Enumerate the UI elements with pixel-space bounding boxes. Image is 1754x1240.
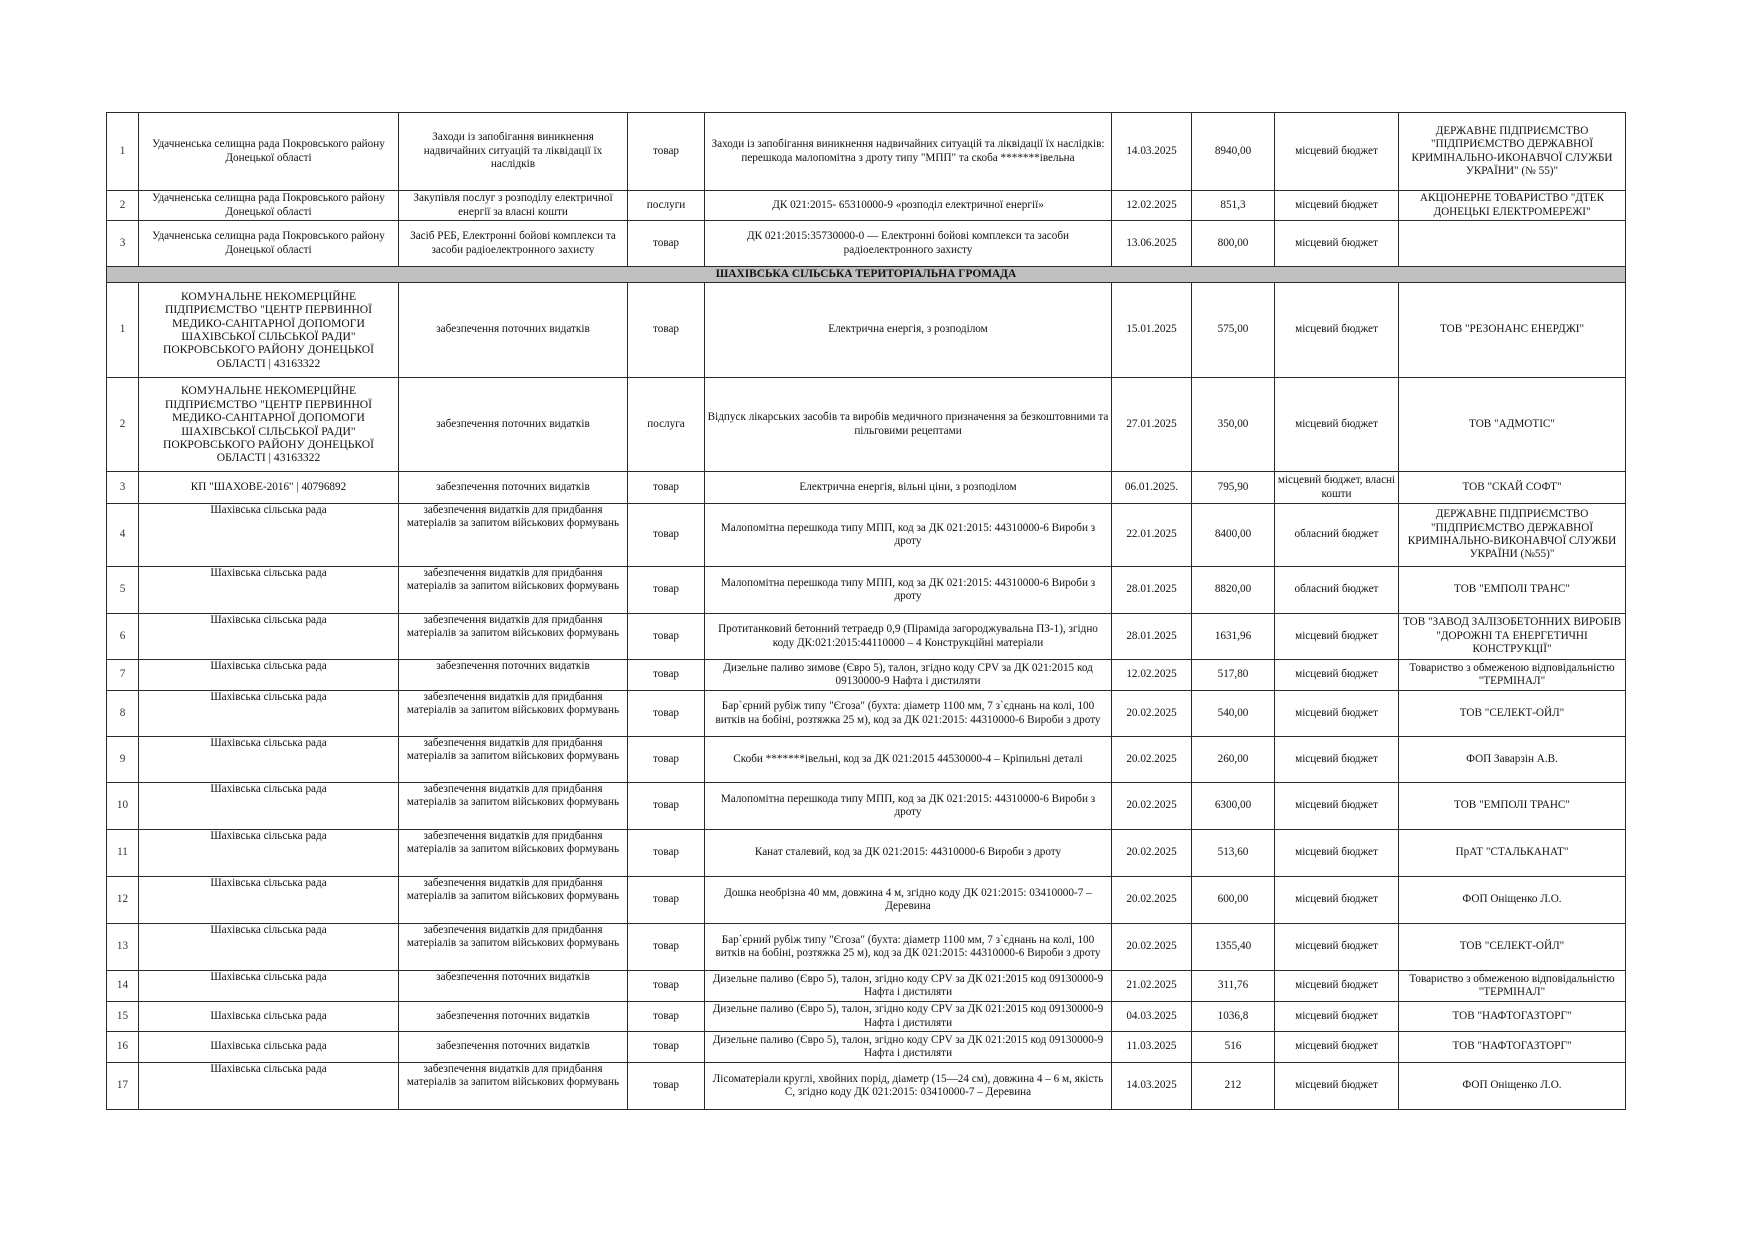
table-row <box>107 472 1626 504</box>
customer-cell: Шахівська сільська рада <box>139 877 399 924</box>
table-row <box>107 283 1626 378</box>
date-cell: 12.02.2025 <box>1112 191 1192 221</box>
row-number: 8 <box>107 691 139 737</box>
funding-source-cell: місцевий бюджет, власні кошти <box>1275 472 1399 504</box>
customer-cell: Удачненська селищна рада Покровського району Донецької області <box>139 113 399 191</box>
amount-cell: 517,80 <box>1192 660 1275 691</box>
type-cell: товар <box>628 971 705 1002</box>
type-cell: товар <box>628 472 705 504</box>
amount-cell: 1631,96 <box>1192 614 1275 660</box>
type-cell: послуга <box>628 378 705 472</box>
purpose-cell: забезпечення видатків для придбання матеріалів за запитом військових формувань <box>399 783 628 830</box>
customer-cell: Шахівська сільська рада <box>139 737 399 783</box>
type-cell: товар <box>628 737 705 783</box>
supplier-cell: ФОП Заварзін А.В. <box>1399 737 1626 783</box>
type-cell: товар <box>628 830 705 877</box>
funding-source-cell: місцевий бюджет <box>1275 971 1399 1002</box>
purpose-cell: забезпечення поточних видатків <box>399 1002 628 1032</box>
purpose-cell: Заходи із запобігання виникнення надвичайних ситуацій та ліквідації їх наслідків <box>399 113 628 191</box>
supplier-cell: ТОВ "СКАЙ СОФТ" <box>1399 472 1626 504</box>
supplier-cell: ТОВ "НАФТОГАЗТОРГ" <box>1399 1002 1626 1032</box>
row-number: 14 <box>107 971 139 1002</box>
type-cell: товар <box>628 924 705 971</box>
date-cell: 22.01.2025 <box>1112 504 1192 567</box>
amount-cell: 851,3 <box>1192 191 1275 221</box>
row-number: 10 <box>107 783 139 830</box>
subject-cell: Заходи із запобігання виникнення надвичайних ситуацій та ліквідації їх наслідків: перешкода малопомітна з дроту типу "МПП" та скоба *******івельна <box>705 113 1112 191</box>
type-cell: товар <box>628 113 705 191</box>
customer-cell: Шахівська сільська рада <box>139 660 399 691</box>
amount-cell: 516 <box>1192 1032 1275 1063</box>
supplier-cell: ТОВ "СЕЛЕКТ-ОЙЛ" <box>1399 924 1626 971</box>
date-cell: 20.02.2025 <box>1112 783 1192 830</box>
subject-cell: Електрична енергія, вільні ціни, з розподілом <box>705 472 1112 504</box>
customer-cell: Шахівська сільська рада <box>139 830 399 877</box>
row-number: 4 <box>107 504 139 567</box>
row-number: 12 <box>107 877 139 924</box>
table-row <box>107 1063 1626 1110</box>
supplier-cell: ФОП Оніщенко Л.О. <box>1399 877 1626 924</box>
amount-cell: 575,00 <box>1192 283 1275 378</box>
supplier-cell: ТОВ "ЗАВОД ЗАЛІЗОБЕТОННИХ ВИРОБІВ "ДОРОЖНІ ТА ЕНЕРГЕТИЧНІ КОНСТРУКЦІЇ" <box>1399 614 1626 660</box>
row-number: 3 <box>107 221 139 267</box>
supplier-cell: ФОП Оніщенко Л.О. <box>1399 1063 1626 1110</box>
table-row <box>107 567 1626 614</box>
subject-cell: Дошка необрізна 40 мм, довжина 4 м, згідно коду ДК 021:2015: 03410000-7 – Деревина <box>705 877 1112 924</box>
customer-cell: Шахівська сільська рада <box>139 971 399 1002</box>
type-cell: товар <box>628 691 705 737</box>
row-number: 16 <box>107 1032 139 1063</box>
amount-cell: 311,76 <box>1192 971 1275 1002</box>
table-row <box>107 971 1626 1002</box>
section-title: ШАХІВСЬКА СІЛЬСЬКА ТЕРИТОРІАЛЬНА ГРОМАДА <box>107 267 1626 283</box>
amount-cell: 350,00 <box>1192 378 1275 472</box>
supplier-cell: ТОВ "АДМОТІС" <box>1399 378 1626 472</box>
subject-cell: Малопомітна перешкода типу МПП, код за ДК 021:2015: 44310000-6 Вироби з дроту <box>705 504 1112 567</box>
row-number: 2 <box>107 378 139 472</box>
date-cell: 20.02.2025 <box>1112 877 1192 924</box>
supplier-cell: Товариство з обмеженою відповідальністю "ТЕРМІНАЛ" <box>1399 660 1626 691</box>
subject-cell: ДК 021:2015:35730000-0 — Електронні бойові комплекси та засоби радіоелектронного захисту <box>705 221 1112 267</box>
type-cell: товар <box>628 221 705 267</box>
row-number: 11 <box>107 830 139 877</box>
date-cell: 06.01.2025. <box>1112 472 1192 504</box>
funding-source-cell: місцевий бюджет <box>1275 660 1399 691</box>
date-cell: 14.03.2025 <box>1112 1063 1192 1110</box>
subject-cell: Лісоматеріали круглі, хвойних порід, діаметр (15—24 см), довжина 4 – 6 м, якість С, згідно коду ДК 021:2015: 03410000-7 – Деревина <box>705 1063 1112 1110</box>
amount-cell: 513,60 <box>1192 830 1275 877</box>
type-cell: товар <box>628 877 705 924</box>
subject-cell: Електрична енергія, з розподілом <box>705 283 1112 378</box>
amount-cell: 1036,8 <box>1192 1002 1275 1032</box>
purpose-cell: забезпечення видатків для придбання матеріалів за запитом військових формувань <box>399 1063 628 1110</box>
type-cell: товар <box>628 1002 705 1032</box>
amount-cell: 212 <box>1192 1063 1275 1110</box>
customer-cell: Шахівська сільська рада <box>139 614 399 660</box>
amount-cell: 8400,00 <box>1192 504 1275 567</box>
supplier-cell: ДЕРЖАВНЕ ПІДПРИЄМСТВО "ПІДПРИЄМСТВО ДЕРЖАВНОЇ КРИМІНАЛЬНО-ВИКОНАВЧОЇ СЛУЖБИ УКРАЇНИ (№55)" <box>1399 504 1626 567</box>
purpose-cell: забезпечення поточних видатків <box>399 660 628 691</box>
funding-source-cell: місцевий бюджет <box>1275 221 1399 267</box>
type-cell: товар <box>628 1063 705 1110</box>
purpose-cell: забезпечення поточних видатків <box>399 378 628 472</box>
section-header-row <box>107 267 1626 283</box>
row-number: 3 <box>107 472 139 504</box>
funding-source-cell: місцевий бюджет <box>1275 378 1399 472</box>
subject-cell: Бар`єрний рубіж типу "Єгоза" (бухта: діаметр 1100 мм, 7 з`єднань на колі, 100 витків на бобіні, розтяжка 25 м), код за ДК 021:2015: 44310000-6 Вироби з дроту <box>705 924 1112 971</box>
funding-source-cell: місцевий бюджет <box>1275 737 1399 783</box>
customer-cell: КОМУНАЛЬНЕ НЕКОМЕРЦІЙНЕ ПІДПРИЄМСТВО "ЦЕНТР ПЕРВИННОЇ МЕДИКО-САНІТАРНОЇ ДОПОМОГИ ШАХІВСЬКОЇ СІЛЬСЬКОЇ РАДИ" ПОКРОВСЬКОГО РАЙОНУ ДОНЕЦЬКОЇ ОБЛАСТІ | 43163322 <box>139 283 399 378</box>
table-row <box>107 1002 1626 1032</box>
supplier-cell: ТОВ "НАФТОГАЗТОРГ" <box>1399 1032 1626 1063</box>
subject-cell: Бар`єрний рубіж типу "Єгоза" (бухта: діаметр 1100 мм, 7 з`єднань на колі, 100 витків на бобіні, розтяжка 25 м), код за ДК 021:2015: 44310000-6 Вироби з дроту <box>705 691 1112 737</box>
date-cell: 28.01.2025 <box>1112 567 1192 614</box>
funding-source-cell: місцевий бюджет <box>1275 1002 1399 1032</box>
customer-cell: Шахівська сільська рада <box>139 567 399 614</box>
funding-source-cell: місцевий бюджет <box>1275 113 1399 191</box>
purpose-cell: забезпечення поточних видатків <box>399 472 628 504</box>
date-cell: 20.02.2025 <box>1112 924 1192 971</box>
row-number: 1 <box>107 113 139 191</box>
subject-cell: Дизельне паливо (Євро 5), талон, згідно коду CPV за ДК 021:2015 код 09130000-9 Нафта і дистиляти <box>705 971 1112 1002</box>
customer-cell: Шахівська сільська рада <box>139 691 399 737</box>
date-cell: 21.02.2025 <box>1112 971 1192 1002</box>
funding-source-cell: місцевий бюджет <box>1275 691 1399 737</box>
purpose-cell: забезпечення видатків для придбання матеріалів за запитом військових формувань <box>399 691 628 737</box>
subject-cell: Малопомітна перешкода типу МПП, код за ДК 021:2015: 44310000-6 Вироби з дроту <box>705 783 1112 830</box>
subject-cell: Дизельне паливо зимове (Євро 5), талон, згідно коду CPV за ДК 021:2015 код 09130000-9 Нафта і дистиляти <box>705 660 1112 691</box>
funding-source-cell: місцевий бюджет <box>1275 283 1399 378</box>
subject-cell: Дизельне паливо (Євро 5), талон, згідно коду CPV за ДК 021:2015 код 09130000-9 Нафта і дистиляти <box>705 1002 1112 1032</box>
supplier-cell: ТОВ "ЕМПОЛІ ТРАНС" <box>1399 567 1626 614</box>
table-row <box>107 221 1626 267</box>
row-number: 5 <box>107 567 139 614</box>
table-row <box>107 830 1626 877</box>
subject-cell: Дизельне паливо (Євро 5), талон, згідно коду CPV за ДК 021:2015 код 09130000-9 Нафта і дистиляти <box>705 1032 1112 1063</box>
customer-cell: Удачненська селищна рада Покровського району Донецької області <box>139 191 399 221</box>
purpose-cell: Засіб РЕБ, Електронні бойові комплекси та засоби радіоелектронного захисту <box>399 221 628 267</box>
row-number: 1 <box>107 283 139 378</box>
purpose-cell: забезпечення поточних видатків <box>399 971 628 1002</box>
date-cell: 11.03.2025 <box>1112 1032 1192 1063</box>
row-number: 15 <box>107 1002 139 1032</box>
date-cell: 27.01.2025 <box>1112 378 1192 472</box>
date-cell: 04.03.2025 <box>1112 1002 1192 1032</box>
table-row <box>107 924 1626 971</box>
purpose-cell: забезпечення видатків для придбання матеріалів за запитом військових формувань <box>399 504 628 567</box>
purpose-cell: Закупівля послуг з розподілу електричної енергії за власні кошти <box>399 191 628 221</box>
type-cell: товар <box>628 614 705 660</box>
supplier-cell: ДЕРЖАВНЕ ПІДПРИЄМСТВО "ПІДПРИЄМСТВО ДЕРЖАВНОЇ КРИМІНАЛЬНО-ИКОНАВЧОЇ СЛУЖБИ УКРАЇНИ" (№ 55)" <box>1399 113 1626 191</box>
amount-cell: 8940,00 <box>1192 113 1275 191</box>
customer-cell: Шахівська сільська рада <box>139 924 399 971</box>
supplier-cell: АКЦІОНЕРНЕ ТОВАРИСТВО "ДТЕК ДОНЕЦЬКІ ЕЛЕКТРОМЕРЕЖІ" <box>1399 191 1626 221</box>
customer-cell: Шахівська сільська рада <box>139 1032 399 1063</box>
purpose-cell: забезпечення видатків для придбання матеріалів за запитом військових формувань <box>399 877 628 924</box>
table-row <box>107 504 1626 567</box>
amount-cell: 795,90 <box>1192 472 1275 504</box>
subject-cell: Протитанковий бетонний тетраедр 0,9 (Піраміда загороджувальна ПЗ-1), згідно коду ДК:021:2015:44110000 – 4 Конструкційні матеріали <box>705 614 1112 660</box>
purpose-cell: забезпечення поточних видатків <box>399 1032 628 1063</box>
table-row <box>107 783 1626 830</box>
amount-cell: 540,00 <box>1192 691 1275 737</box>
amount-cell: 260,00 <box>1192 737 1275 783</box>
purpose-cell: забезпечення видатків для придбання матеріалів за запитом військових формувань <box>399 737 628 783</box>
row-number: 17 <box>107 1063 139 1110</box>
supplier-cell: Товариство з обмеженою відповідальністю "ТЕРМІНАЛ" <box>1399 971 1626 1002</box>
table-row <box>107 113 1626 191</box>
funding-source-cell: обласний бюджет <box>1275 504 1399 567</box>
date-cell: 20.02.2025 <box>1112 737 1192 783</box>
purpose-cell: забезпечення видатків для придбання матеріалів за запитом військових формувань <box>399 567 628 614</box>
subject-cell: ДК 021:2015- 65310000-9 «розподіл електричної енергії» <box>705 191 1112 221</box>
row-number: 6 <box>107 614 139 660</box>
date-cell: 14.03.2025 <box>1112 113 1192 191</box>
type-cell: товар <box>628 1032 705 1063</box>
purpose-cell: забезпечення поточних видатків <box>399 283 628 378</box>
date-cell: 15.01.2025 <box>1112 283 1192 378</box>
row-number: 2 <box>107 191 139 221</box>
funding-source-cell: місцевий бюджет <box>1275 191 1399 221</box>
date-cell: 13.06.2025 <box>1112 221 1192 267</box>
row-number: 13 <box>107 924 139 971</box>
table-row <box>107 737 1626 783</box>
table-row <box>107 691 1626 737</box>
row-number: 9 <box>107 737 139 783</box>
customer-cell: Шахівська сільська рада <box>139 783 399 830</box>
funding-source-cell: місцевий бюджет <box>1275 783 1399 830</box>
type-cell: товар <box>628 660 705 691</box>
supplier-cell: ТОВ "РЕЗОНАНС ЕНЕРДЖІ" <box>1399 283 1626 378</box>
type-cell: товар <box>628 504 705 567</box>
purpose-cell: забезпечення видатків для придбання матеріалів за запитом військових формувань <box>399 614 628 660</box>
amount-cell: 6300,00 <box>1192 783 1275 830</box>
customer-cell: Шахівська сільська рада <box>139 1002 399 1032</box>
supplier-cell: ТОВ "СЕЛЕКТ-ОЙЛ" <box>1399 691 1626 737</box>
subject-cell: Канат сталевий, код за ДК 021:2015: 44310000-6 Вироби з дроту <box>705 830 1112 877</box>
funding-source-cell: місцевий бюджет <box>1275 614 1399 660</box>
table-row <box>107 660 1626 691</box>
customer-cell: КОМУНАЛЬНЕ НЕКОМЕРЦІЙНЕ ПІДПРИЄМСТВО "ЦЕНТР ПЕРВИННОЇ МЕДИКО-САНІТАРНОЇ ДОПОМОГИ ШАХІВСЬКОЇ СІЛЬСЬКОЇ РАДИ" ПОКРОВСЬКОГО РАЙОНУ ДОНЕЦЬКОЇ ОБЛАСТІ | 43163322 <box>139 378 399 472</box>
type-cell: товар <box>628 783 705 830</box>
customer-cell: Шахівська сільська рада <box>139 1063 399 1110</box>
funding-source-cell: місцевий бюджет <box>1275 1063 1399 1110</box>
funding-source-cell: місцевий бюджет <box>1275 830 1399 877</box>
table-row <box>107 1032 1626 1063</box>
supplier-cell: ПрАТ "СТАЛЬКАНАТ" <box>1399 830 1626 877</box>
row-number: 7 <box>107 660 139 691</box>
subject-cell: Скоби *******івельні, код за ДК 021:2015 44530000-4 – Кріпильні деталі <box>705 737 1112 783</box>
subject-cell: Малопомітна перешкода типу МПП, код за ДК 021:2015: 44310000-6 Вироби з дроту <box>705 567 1112 614</box>
funding-source-cell: місцевий бюджет <box>1275 877 1399 924</box>
amount-cell: 1355,40 <box>1192 924 1275 971</box>
customer-cell: Удачненська селищна рада Покровського району Донецької області <box>139 221 399 267</box>
supplier-cell <box>1399 221 1626 267</box>
supplier-cell: ТОВ "ЕМПОЛІ ТРАНС" <box>1399 783 1626 830</box>
date-cell: 28.01.2025 <box>1112 614 1192 660</box>
table-row <box>107 191 1626 221</box>
date-cell: 20.02.2025 <box>1112 830 1192 877</box>
funding-source-cell: місцевий бюджет <box>1275 924 1399 971</box>
funding-source-cell: місцевий бюджет <box>1275 1032 1399 1063</box>
purpose-cell: забезпечення видатків для придбання матеріалів за запитом військових формувань <box>399 924 628 971</box>
type-cell: товар <box>628 567 705 614</box>
amount-cell: 8820,00 <box>1192 567 1275 614</box>
type-cell: послуги <box>628 191 705 221</box>
subject-cell: Відпуск лікарських засобів та виробів медичного призначення за безкоштовними та пільговими рецептами <box>705 378 1112 472</box>
customer-cell: КП "ШАХОВЕ-2016" | 40796892 <box>139 472 399 504</box>
amount-cell: 800,00 <box>1192 221 1275 267</box>
amount-cell: 600,00 <box>1192 877 1275 924</box>
customer-cell: Шахівська сільська рада <box>139 504 399 567</box>
date-cell: 20.02.2025 <box>1112 691 1192 737</box>
table-row <box>107 378 1626 472</box>
table-row <box>107 877 1626 924</box>
funding-source-cell: обласний бюджет <box>1275 567 1399 614</box>
purpose-cell: забезпечення видатків для придбання матеріалів за запитом військових формувань <box>399 830 628 877</box>
date-cell: 12.02.2025 <box>1112 660 1192 691</box>
table-row <box>107 614 1626 660</box>
type-cell: товар <box>628 283 705 378</box>
procurement-table <box>106 112 1626 1110</box>
